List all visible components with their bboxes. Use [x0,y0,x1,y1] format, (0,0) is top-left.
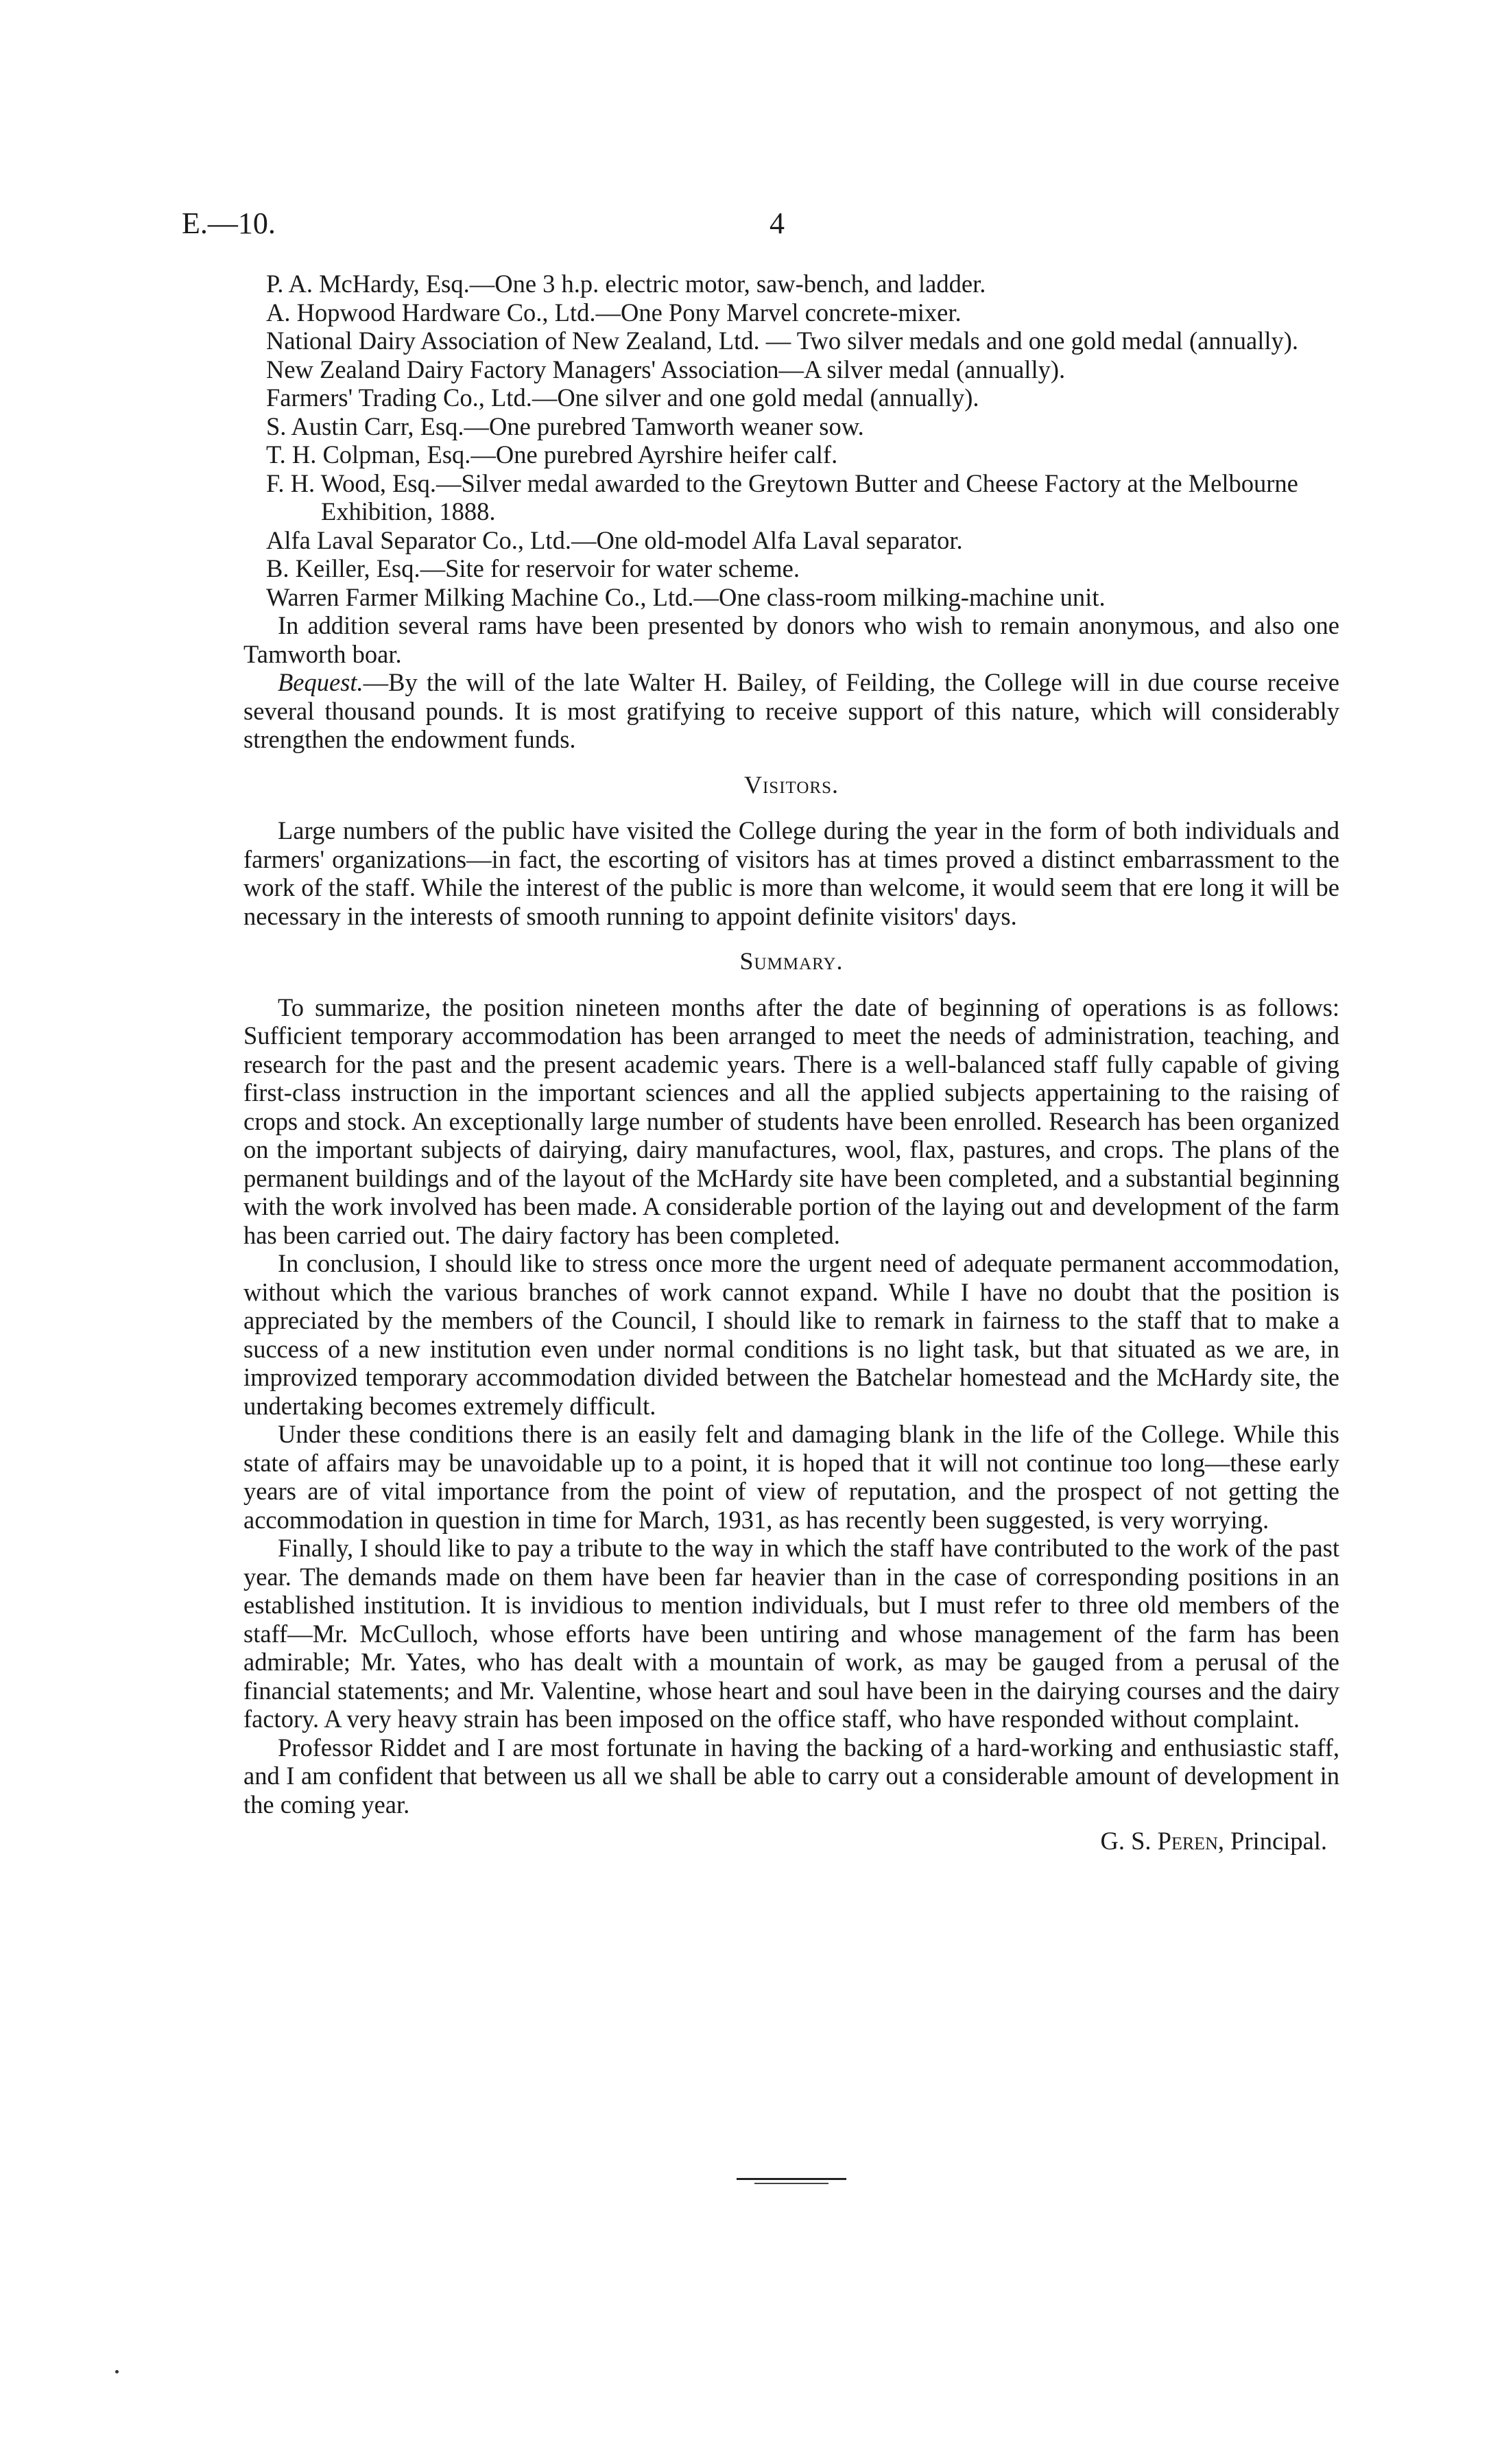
summary-paragraph: Professor Riddet and I are most fortunate in having the backing of a hard-working and enthusiastic staff, and I am confident that between us all we shall be able to carry out a considerable amount of development in the coming year. [243,1733,1339,1819]
donor-item: P. A. McHardy, Esq.—One 3 h.p. electric motor, saw-bench, and ladder. [266,270,986,298]
page-body [243,270,1339,1856]
donor-item: S. Austin Carr, Esq.—One purebred Tamworth weaner sow. [266,412,864,440]
end-rule [737,2178,846,2180]
donor-item: Alfa Laval Separator Co., Ltd.—One old-model Alfa Laval separator. [266,525,963,554]
bequest-label: Bequest. [278,668,363,696]
visitors-paragraph: Large numbers of the public have visited the College during the year in the form of both individuals and farmers' organizations—in fact, the escorting of visitors has at times proved a distinct embarrassment to the work of the staff. While the interest of the public is more than welcome, it would seem that ere long it will be necessary in the interests of smooth running to appoint definite visitors' days. [243,816,1339,930]
donor-list [243,270,1339,611]
summary-paragraph: Under these conditions there is an easily felt and damaging blank in the life of the College. While this state of affairs may be unavoidable up to a point, it is hoped that it will not continue too long—these early years are of vital importance from the point of view of reputation, and the prospect of not getting the accommodation in question in time for March, 1931, as has recently been suggested, is very worrying. [243,1420,1339,1534]
donor-item: B. Keiller, Esq.—Site for reservoir for water scheme. [266,554,800,582]
page-speck [115,2370,119,2373]
bequest-text: —By the will of the late Walter H. Bailey, of Feilding, the College will in due course receive several thousand pounds. It is most gratifying to receive support of this nature, which will considerably strengthen the endowment funds. [243,668,1339,753]
visitors-heading: Visitors. [743,770,839,798]
summary-paragraph: In conclusion, I should like to stress once more the urgent need of adequate permanent accommodation, without which the various branches of work cannot expand. While I have no doubt that the position is appreciated by the members of the Council, I should like to remark in fairness to the staff that to make a success of a new institution even under normal conditions is no light task, but that situated as we are, in improvized temporary accommodation divided between the Batchelar homestead and the McHardy site, the undertaking becomes extremely difficult. [243,1249,1339,1420]
donor-item: New Zealand Dairy Factory Managers' Association—A silver medal (annually). [266,355,1066,383]
signatory-name: G. S. Peren [1100,1827,1218,1855]
end-rule-underline [754,2183,828,2184]
bequest-paragraph [243,668,1339,754]
signatory-title: , Principal. [1217,1827,1327,1855]
donor-item: Warren Farmer Milking Machine Co., Ltd.—One class-room milking-machine unit. [266,582,1106,611]
signature [243,1827,1339,1856]
donor-item: T. H. Colpman, Esq.—One purebred Ayrshire heifer calf. [266,440,838,469]
summary-paragraph: Finally, I should like to pay a tribute to the way in which the staff have contributed to the work of the past year. The demands made on them have been far heavier than in the case of corresponding positions in an established institution. It is invidious to mention individuals, but I must refer to three old members of the staff—Mr. McCulloch, whose efforts have been untiring and whose management of the farm has been admirable; Mr. Yates, who has dealt with a mountain of work, as may be gauged from a perusal of the financial statements; and Mr. Valentine, whose heart and soul have been in the dairying courses and the dairy factory. A very heavy strain has been imposed on the office staff, who have responded without complaint. [243,1534,1339,1733]
donor-item: National Dairy Association of New Zealand, Ltd. — Two silver medals and one gold medal (annually). [266,327,1299,355]
anonymous-donors-paragraph: In addition several rams have been presented by donors who wish to remain anonymous, and also one Tamworth boar. [243,611,1339,668]
document-reference: E.—10. [182,206,276,240]
summary-heading: Summary. [739,947,844,975]
donor-item: A. Hopwood Hardware Co., Ltd.—One Pony Marvel concrete-mixer. [266,298,962,327]
donor-item: F. H. Wood, Esq.—Silver medal awarded to the Greytown Butter and Cheese Factory at the Melbourne Exhibition, 1888. [266,469,1298,525]
summary-paragraph: To summarize, the position nineteen months after the date of beginning of operations is as follows: Sufficient temporary accommodation has been arranged to meet the needs of administration, teaching, and research for the past and the present academic years. There is a well-balanced staff fully capable of giving first-class instruction in the important sciences and all the applied subjects appertaining to the raising of crops and stock. An exceptionally large number of students have been enrolled. Research has been organized on the important subjects of dairying, dairy manufactures, wool, flax, pastures, and crops. The plans of the permanent buildings and of the layout of the McHardy site have been completed, and a substantial beginning with the work involved has been made. A considerable portion of the laying out and development of the farm has been carried out. The dairy factory has been completed. [243,993,1339,1249]
donor-item: Farmers' Trading Co., Ltd.—One silver and one gold medal (annually). [266,383,979,412]
page-number: 4 [770,206,785,240]
